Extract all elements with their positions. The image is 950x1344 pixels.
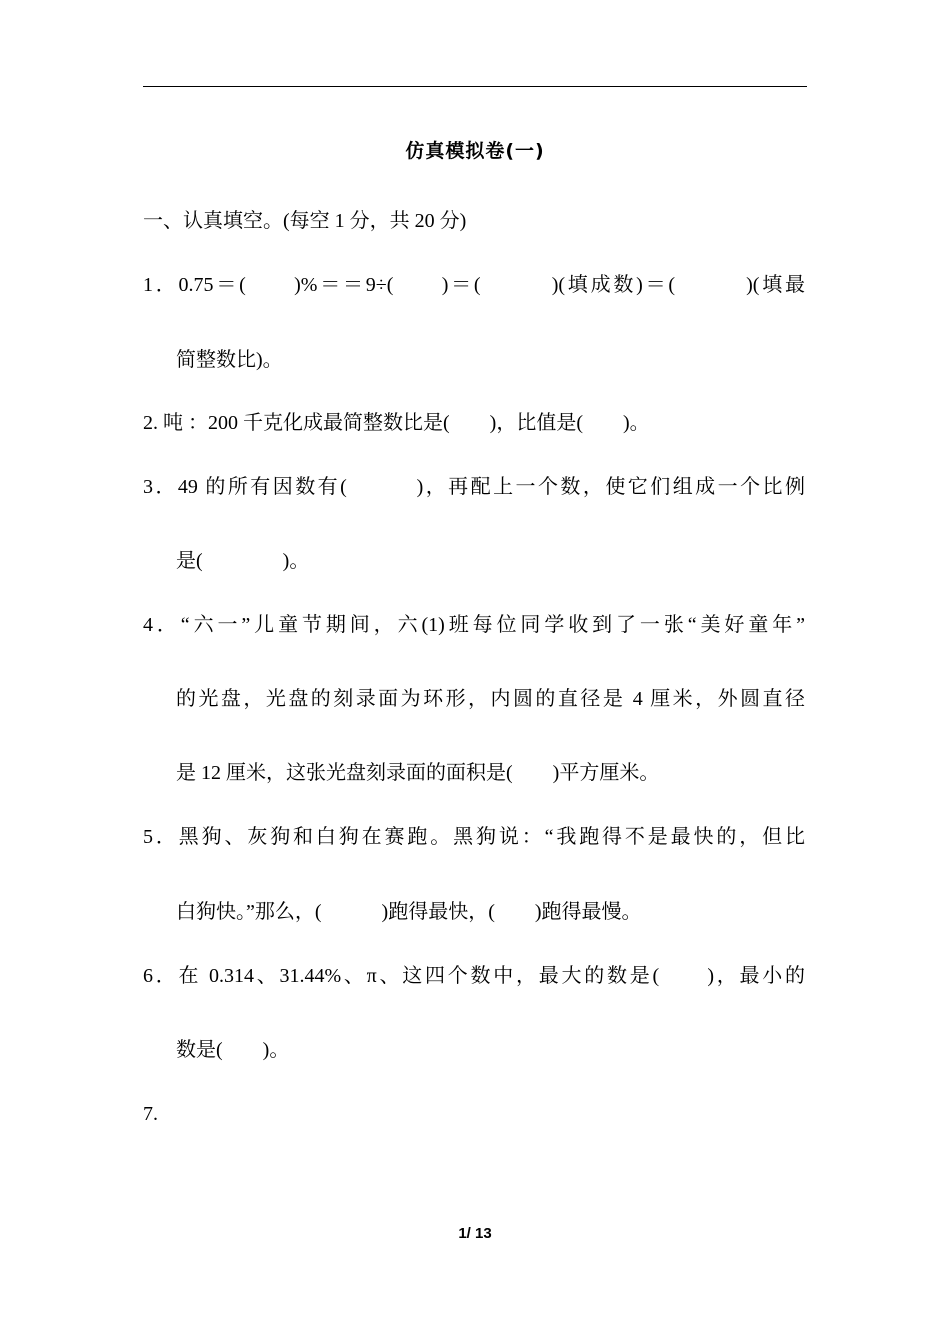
question-5-line-1: 5．黑狗、灰狗和白狗在赛跑。黑狗说：“我跑得不是最快的，但比: [143, 826, 805, 848]
question-4-line-1: 4．“六一”儿童节期间，六(1)班每位同学收到了一张“美好童年”: [143, 614, 805, 636]
question-3-line-2: 是( )。: [176, 550, 310, 572]
question-7-line-1: 7.: [143, 1103, 158, 1125]
section-heading: 一、认真填空。(每空 1 分，共 20 分): [143, 210, 467, 232]
header-rule: [143, 86, 807, 87]
question-4-line-3: 是 12 厘米，这张光盘刻录面的面积是( )平方厘米。: [176, 762, 660, 784]
question-6-line-1: 6．在 0.314、31.44%、π、这四个数中，最大的数是( )，最小的: [143, 965, 805, 987]
question-1-line-2: 简整数比)。: [176, 349, 283, 371]
question-3-line-1: 3．49 的所有因数有( )，再配上一个数，使它们组成一个比例: [143, 476, 805, 498]
question-1-line-1: 1．0.75＝( )%＝＝9÷( )＝( )(填成数)＝( )(填最: [143, 274, 805, 296]
question-5-line-2: 白狗快。”那么，( )跑得最快，( )跑得最慢。: [176, 901, 642, 923]
page-title: 仿真模拟卷(一): [405, 140, 545, 162]
question-2-line-1: 2. 吨 ：200 千克化成最简整数比是( )，比值是( )。: [143, 412, 650, 434]
question-6-line-2: 数是( )。: [176, 1039, 290, 1061]
page-number: 1/ 13: [458, 1225, 492, 1242]
question-4-line-2: 的光盘，光盘的刻录面为环形，内圆的直径是 4 厘米，外圆直径: [176, 688, 805, 710]
